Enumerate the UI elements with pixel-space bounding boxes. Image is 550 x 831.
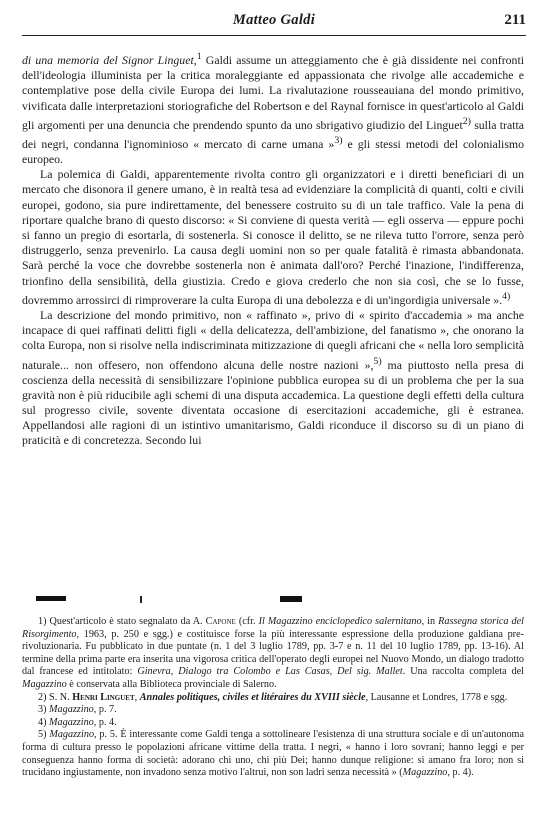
paragraph-3-text-a: La descrizione del mondo primitivo, non « raffinato », privo di « spirito d'accademia » ma anche incapace di quei raffinati delitti figli « della delicatezza, dell'ambizione, del fanatismo », che onorano la colta Europa, non si risolve nella indiscriminata mitizzazione di quegli africani che « nella loro semplicità naturale... non offesero, non offendono alcuna delle nostre nazioni », [22, 307, 524, 372]
title-citation: di una memoria del Signor Linguet, [22, 52, 197, 67]
footnote-2-text: , [134, 691, 140, 703]
paragraph-1 [22, 49, 524, 167]
ink-blot [280, 596, 302, 602]
footnote-1-text: (cfr. [235, 616, 259, 627]
footnote-1-text: . Una raccolta completa del [402, 666, 524, 678]
footnote-1-text: , in [421, 616, 439, 627]
citation-title: Magazzino [49, 716, 94, 728]
citation-title: Ginevra, Dialogo tra Colombo e Las Casas, Del sig. Mallet [137, 666, 403, 678]
citation-title: Magazzino [402, 767, 448, 779]
footnote-ref-2: 2) [462, 115, 471, 127]
footnote-5-text: , p. 5. È interessante come Galdi tenga a sottolineare l'esistenza di una struttura sociale e di un'autonoma forma di cultura presso le popolazioni africane vittime della tratta. I negri, « hanno i loro sovrani; hanno leggi e per conseguenza hanno forma di società: adorano chi uno, chi più Dei; hanno dunque religione: si amano fra loro; non si trucidano ingiustamente, non invadono senza motivo l'altrui, non son ladri senza necessità » ( [22, 729, 524, 779]
citation-title: Magazzino [49, 729, 95, 741]
running-head [22, 12, 526, 36]
header-rule [22, 35, 526, 36]
paragraph-3-text-b: ma piuttosto nella presa di coscienza della necessità di sensibilizzare l'opinione pubblica europea su di un problema che per la sua gravità non è più riducibile agli schemi di una disputa accademica. La questione degli effetti della cultura sul progresso civile, sovente diventata occasione di esercitazioni accademiche, gli è estranea. Appellandosi alle ragioni di un istintivo umanitarismo, Galdi riconduce il discorso su di un piano di praticità e di concretezza. Secondo lui [22, 357, 524, 448]
footnote-ref-5: 5) [373, 355, 382, 367]
ink-tick [140, 596, 142, 603]
footnote-1-text: , 1963, p. 250 e sgg.) e costituisce forse la più interessante espressione della produzione galdiana pre-rivoluzionaria. Fu pubblicato in due puntate (n. 1 del 3 luglio 1789, pp. 3-7 e n. 11 del 10 luglio 1789, pp. 13-16). Al termine della prima parte era inserita una vigorosa critica dell'operato degli europei nel Nuovo Mondo, un dialogo tradotto dal francese ed intitolato: [22, 628, 524, 678]
footnote-4-text: 4) [38, 716, 50, 728]
citation-title: Il Magazzino enciclopedico salernitano [258, 616, 422, 627]
citation-title: Magazzino [49, 704, 94, 716]
footnote-3-text: , p. 7. [93, 704, 117, 716]
footnote-ref-1: 1 [196, 51, 202, 62]
footnote-5 [22, 729, 524, 779]
footnote-1-text: è conservata alla Biblioteca provinciale di Salerno. [66, 678, 277, 690]
author-name: Henri Linguet [72, 691, 135, 703]
footnote-ref-4: 4) [502, 290, 511, 302]
main-text [22, 49, 524, 449]
paragraph-1-text-b: sulla tratta dei negri, condanna l'ignominioso « mercato di carne umana » [22, 117, 524, 151]
ink-blot [36, 596, 66, 601]
footnote-4 [22, 717, 524, 730]
footnote-3 [22, 704, 524, 717]
footnote-4-text: , p. 4. [93, 716, 117, 728]
footnote-5-text: , p. 4). [447, 767, 474, 779]
citation-title: Annales politiques, civiles et litéraires du XVIII siècle [139, 691, 366, 703]
author-name: Capone [205, 616, 236, 627]
footnote-ref-3: 3) [334, 134, 343, 146]
footnotes [22, 616, 524, 780]
footnote-3-text: 3) [38, 704, 50, 716]
paragraph-2 [22, 167, 524, 308]
paragraph-1-text-a: Galdi assume un atteggiamento che è già dissidente nei confronti dell'ideologia illuminista per la critica moraleggiante ed appassionata che rivolge alle accademiche e contemplative pose della civile Europa dei lumi. La rivalutazione rousseauiana del mondo primitivo, vivificata dalle interpretazioni storiografiche del Robertson e del Raynal fornisce in quest'articolo al Galdi gli argomenti per una denuncia che prendendo spunto da uno sbrigativo giudizio del Linguet [22, 52, 525, 132]
footnote-1 [22, 616, 524, 692]
footnote-5-text: 5) [38, 729, 50, 741]
citation-title: Rassegna storica del Risorgimento [22, 616, 525, 640]
page-number: 211 [504, 12, 526, 28]
print-marks [22, 596, 322, 606]
paragraph-2-text: La polemica di Galdi, apparentemente rivolta contro gli organizzatori e i diretti beneficiari di un mercato che disonora il genere umano, è in realtà tesa ad evidenziare la complicità di quanti, colti e civili europei, godono, sia pure indirettamente, del benessere costruito su di un tale traffico. Vale la pena di riportare qualche brano di questo discorso: « Si conviene di questa verità — egli osserva — eppure pochi si fanno un pregio di esortarla, di sostenerla. Si conosce il delitto, se ne rileva tutto l'orrore, senza però distruggerlo, senza prevenirlo. La causa degli uomini non so per quale fatalità è rimasta abbandonata. Sarà perché la voce che dovrebbe sostenerla non è animata dall'oro? Perché l'inazione, l'indifferenza, trionfino della sensibilità, della giustizia. Credo e giova crederlo che non sia così, che se lo fusse, dovremmo arrossirci di rimproverare la culta Europa di una debolezza e di un'ingordigia universale ». [22, 167, 524, 307]
running-title: Matteo Galdi [232, 12, 316, 28]
footnote-2-text: 2) S. N. [38, 691, 73, 703]
paragraph-1-text-c: e gli stessi metodi del colonialismo europeo. [22, 136, 524, 166]
footnote-2 [22, 692, 524, 705]
footnote-2-text: , Lausanne et Londres, 1778 e sgg. [365, 691, 508, 703]
paragraph-3 [22, 308, 524, 449]
footnote-1-text: 1) Quest'articolo è stato segnalato da A. [38, 616, 206, 627]
citation-title: Magazzino [22, 678, 67, 690]
